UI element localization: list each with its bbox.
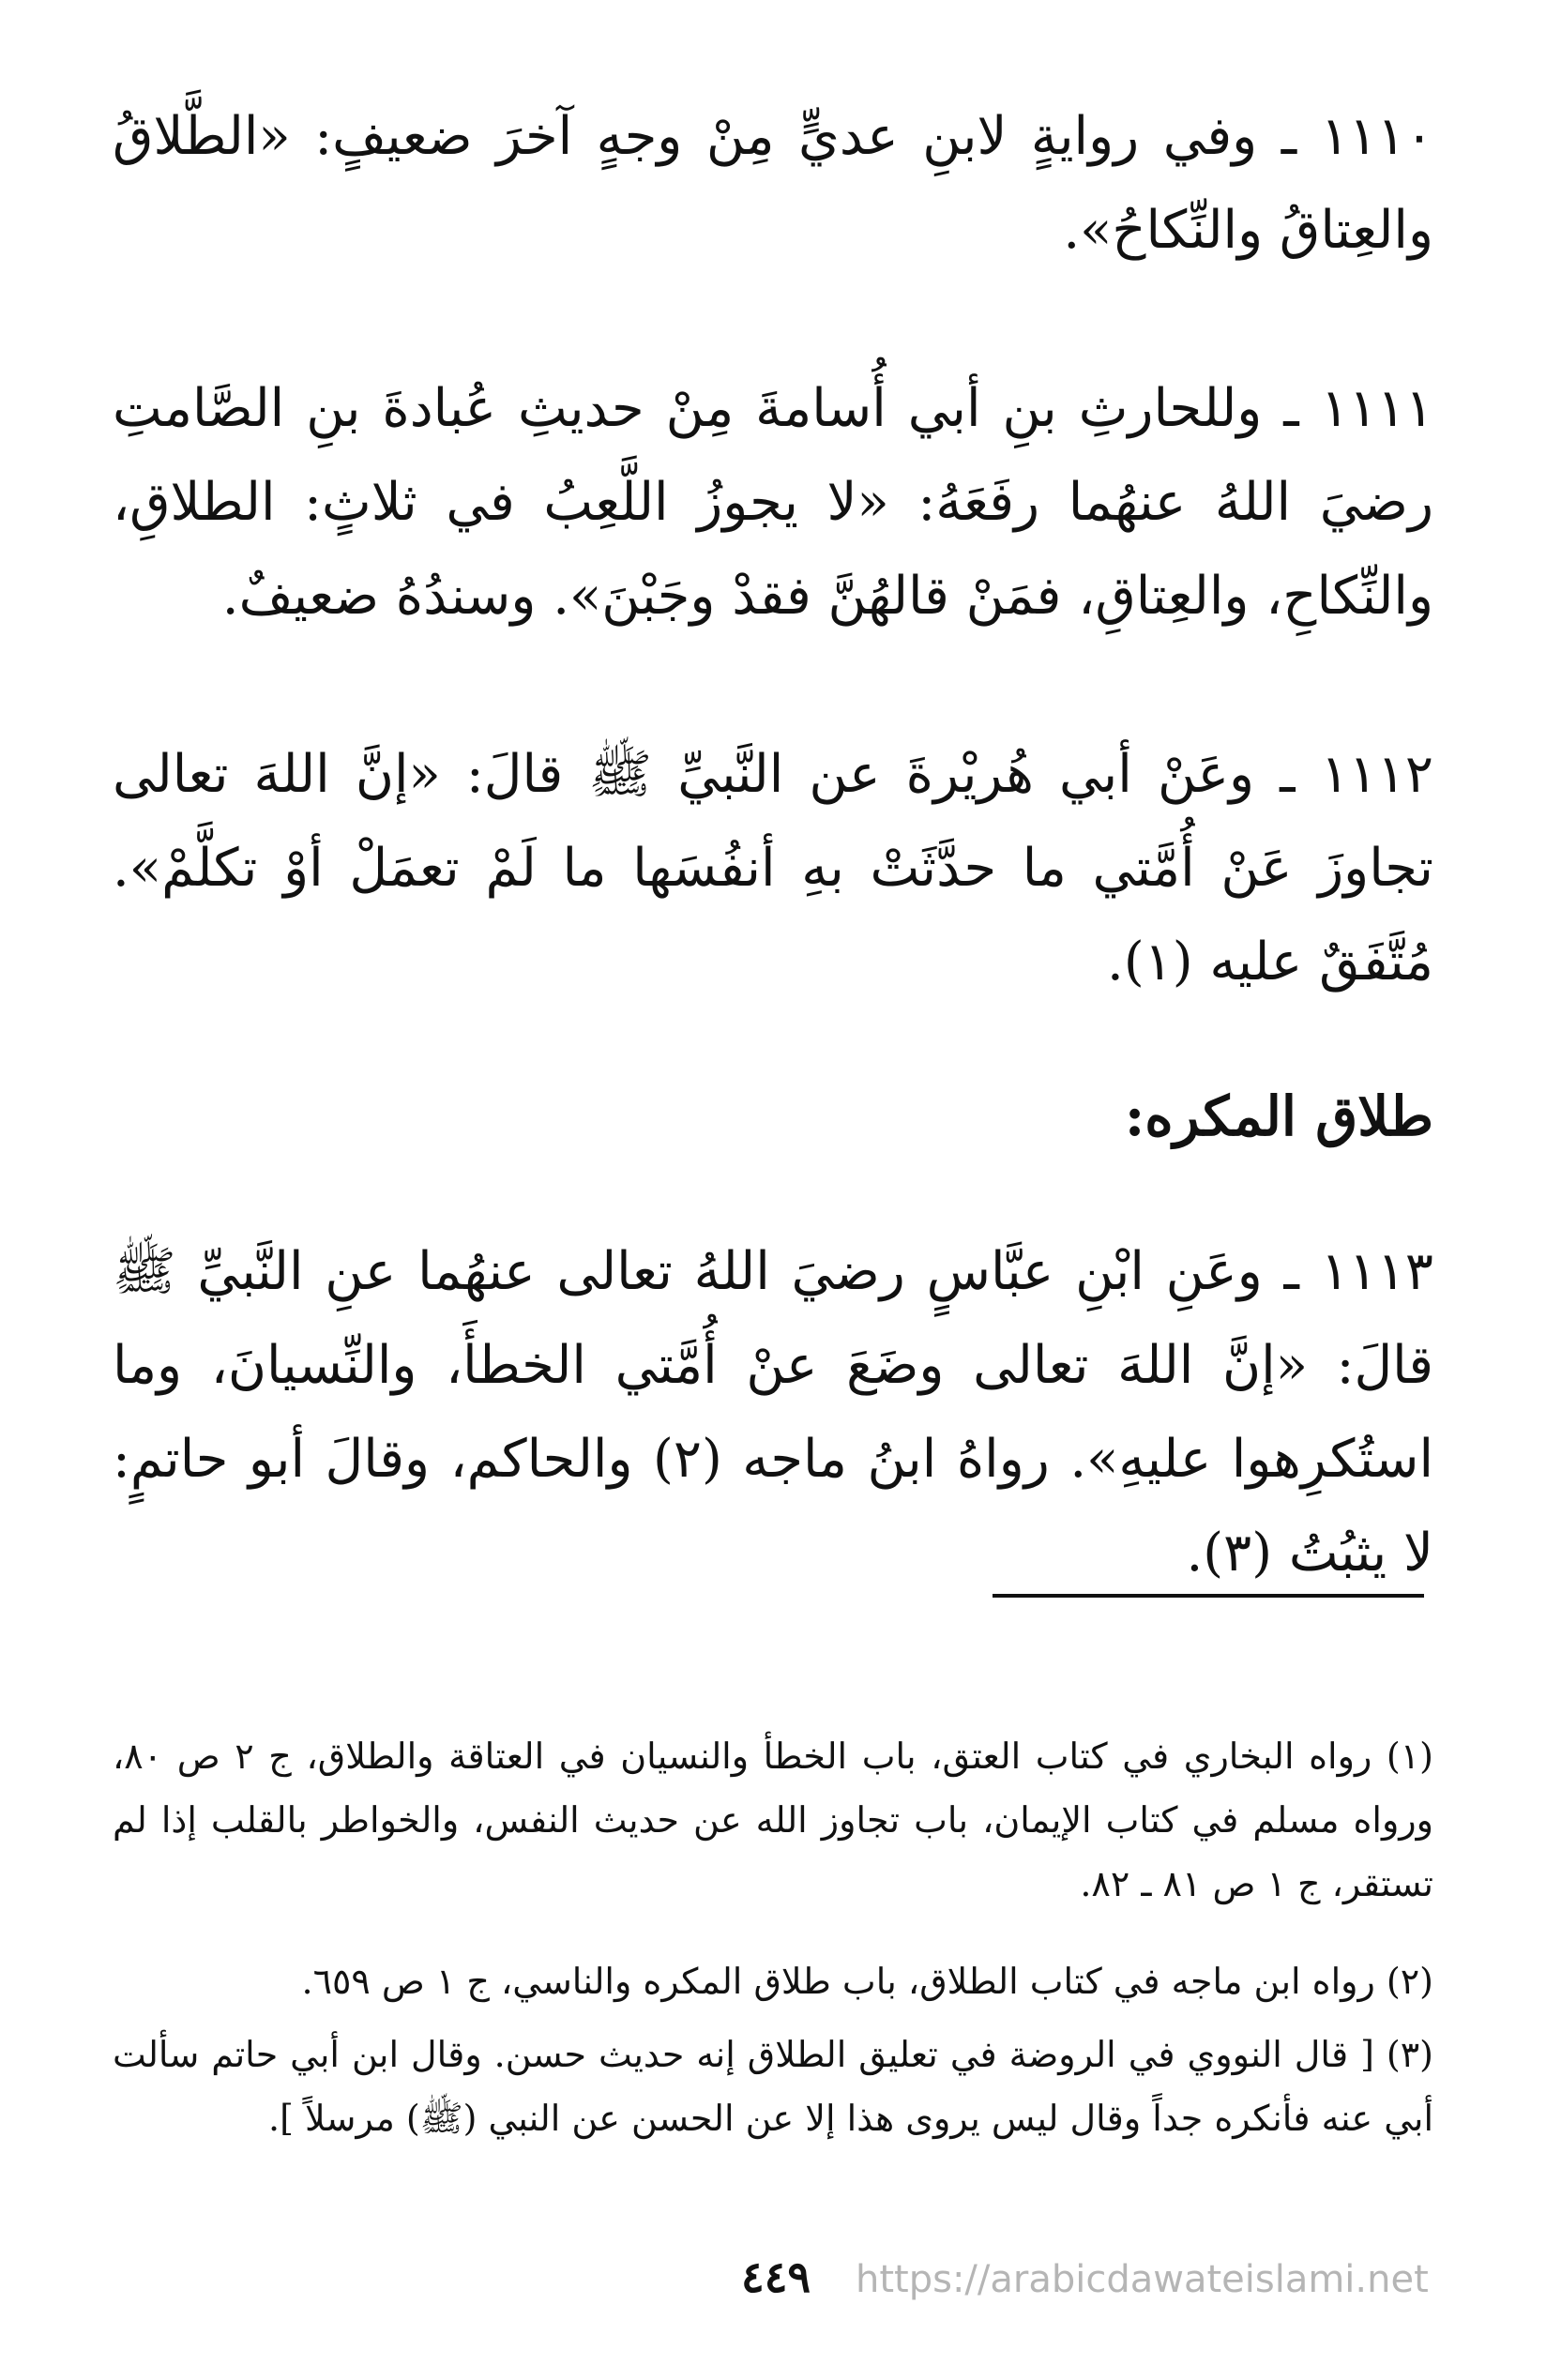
footnote-1: (١) رواه البخاري في كتاب العتق، باب الخطأ والنسيان في العتاقة والطلاق، ج ٢ ص ٨٠، ورواه مسلم في كتاب الإيمان، باب تجاوز الله عن حديث النفس، والخواطر بالقلب إذا لم تستقر، ج ١ ص ٨١ ـ ٨٢.: [113, 1736, 1433, 1904]
hadith-1110: ١١١٠ ـ وفي روايةٍ لابنِ عديٍّ مِنْ وجهٍ آخرَ ضعيفٍ: «الطَّلاقُ والعِتاقُ والنِّكاحُ».: [113, 106, 1433, 261]
hadith-1111: ١١١١ ـ وللحارثِ بنِ أبي أُسامةَ مِنْ حديثِ عُبادةَ بنِ الصَّامتِ رضيَ اللهُ عنهُما رفَعَهُ: «لا يجوزُ اللَّعِبُ في ثلاثٍ: الطلاقِ، والنِّكاحِ، والعِتاقِ، فمَنْ قالهُنَّ فقدْ وجَبْنَ». وسندُهُ ضعيفٌ.: [113, 378, 1433, 627]
page-number: ٤٤٩: [741, 2251, 811, 2302]
footnote-2: (٢) رواه ابن ماجه في كتاب الطلاق، باب طلاق المكره والناسي، ج ١ ص ٦٥٩.: [301, 1961, 1433, 2002]
footnote-3: (٣) [ قال النووي في الروضة في تعليق الطلاق إنه حديث حسن. وقال ابن أبي حاتم سألت أبي عنه فأنكره جداً وقال ليس يروى هذا إلا عن الحسن عن النبي (ﷺ) مرسلاً ].: [113, 2034, 1433, 2139]
watermark-url: https://arabicdawateislami.net: [856, 2258, 1429, 2301]
section-heading: طلاق المكره:: [1124, 1084, 1433, 1148]
hadith-1113: ١١١٣ ـ وعَنِ ابْنِ عبَّاسٍ رضيَ اللهُ تعالى عنهُما عنِ النَّبيِّ ﷺ قالَ: «إنَّ اللهَ تعالى وضَعَ عنْ أُمَّتي الخطأَ، والنِّسيانَ، وما استُكرِهوا عليهِ». رواهُ ابنُ ماجه (٢) والحاكم، وقالَ أبو حاتمٍ: لا يثبُتُ (٣).: [113, 1241, 1434, 1584]
hadith-1112: ١١١٢ ـ وعَنْ أبي هُريْرةَ عن النَّبيِّ ﷺ قالَ: «إنَّ اللهَ تعالى تجاوزَ عَنْ أُمَّتي ما حدَّثَتْ بهِ أنفُسَها ما لَمْ تعمَلْ أوْ تكلَّمْ». مُتَّفَقٌ عليه (١).: [113, 744, 1433, 993]
footnote-divider: [993, 1594, 1424, 1598]
